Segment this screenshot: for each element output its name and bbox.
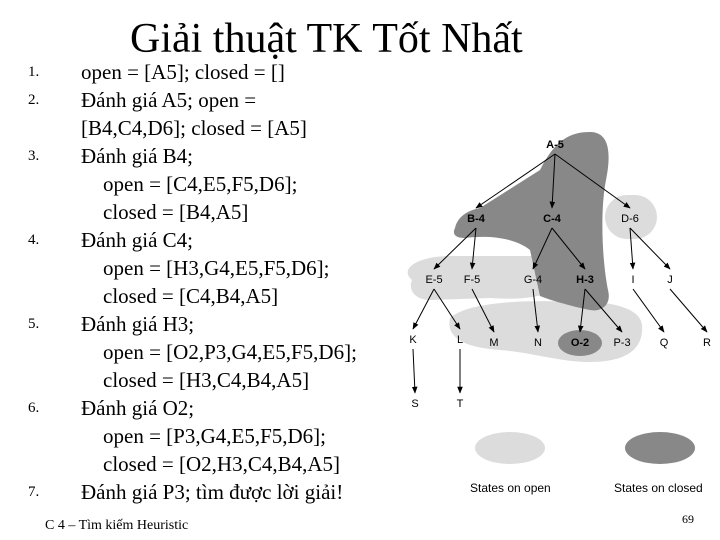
legend-closed-swatch [625,432,695,464]
step-line: Đánh giá A5; open = [81,88,257,112]
step-number: 2. [28,92,40,108]
step-line: closed = [H3,C4,B4,A5] [103,368,310,392]
tree-node-m: M [489,337,499,349]
tree-node-a-5: A-5 [546,139,564,151]
tree-node-t: T [456,398,464,410]
step-number: 7. [28,484,40,500]
step-line: Đánh giá O2; [81,396,195,420]
tree-node-h-3: H-3 [576,274,594,286]
step-number: 6. [28,400,40,416]
step-line: open = [O2,P3,G4,E5,F5,D6]; [103,340,357,364]
step-line: open = [C4,E5,F5,D6]; [103,172,298,196]
tree-node-d-6: D-6 [621,213,639,225]
step-number: 3. [28,148,40,164]
tree-node-n: N [534,337,542,349]
step-line: open = [H3,G4,E5,F5,D6]; [103,256,330,280]
step-line: closed = [O2,H3,C4,B4,A5] [103,452,340,476]
slide-footer: C 4 – Tìm kiếm Heuristic [45,518,189,533]
step-line: Đánh giá P3; tìm được lời giải! [81,480,344,504]
step-line: [B4,C4,D6]; closed = [A5] [81,116,307,140]
tree-edge-j-r [670,289,707,332]
tree-edge-d-6-j [630,228,670,269]
step-number: 5. [28,316,40,332]
legend-open-label: States on open [470,481,551,495]
tree-node-f-5: F-5 [463,274,481,286]
tree-node-i: I [631,274,635,286]
step-line: Đánh giá B4; [81,144,193,168]
tree-node-e-5: E-5 [425,274,443,286]
tree-node-l: L [456,334,464,346]
tree-node-r: R [703,337,711,349]
step-number: 1. [28,64,40,80]
tree-node-g-4: G-4 [523,274,543,286]
tree-node-p-3: P-3 [613,337,631,349]
tree-node-o-2: O-2 [570,337,590,349]
step-line: open = [A5]; closed = [] [81,60,285,84]
step-line: Đánh giá H3; [81,312,195,336]
step-number: 4. [28,232,40,248]
slide-title: Giải thuật TK Tốt Nhất [130,16,523,62]
step-line: closed = [C4,B4,A5] [103,284,279,308]
open-region-p3 [449,301,642,362]
legend-open-swatch [475,432,545,464]
tree-node-q: Q [659,337,669,349]
legend-closed-label: States on closed [614,481,703,495]
tree-edge-k-s [413,349,415,393]
tree-node-b-4: B-4 [467,213,485,225]
tree-node-k: K [409,334,417,346]
tree-node-s: S [411,398,419,410]
step-line: Đánh giá C4; [81,228,193,252]
step-line: open = [P3,G4,E5,F5,D6]; [103,424,327,448]
page-number: 69 [682,512,694,526]
tree-node-c-4: C-4 [543,213,561,225]
tree-node-j: J [667,274,673,286]
step-line: closed = [B4,A5] [103,200,249,224]
